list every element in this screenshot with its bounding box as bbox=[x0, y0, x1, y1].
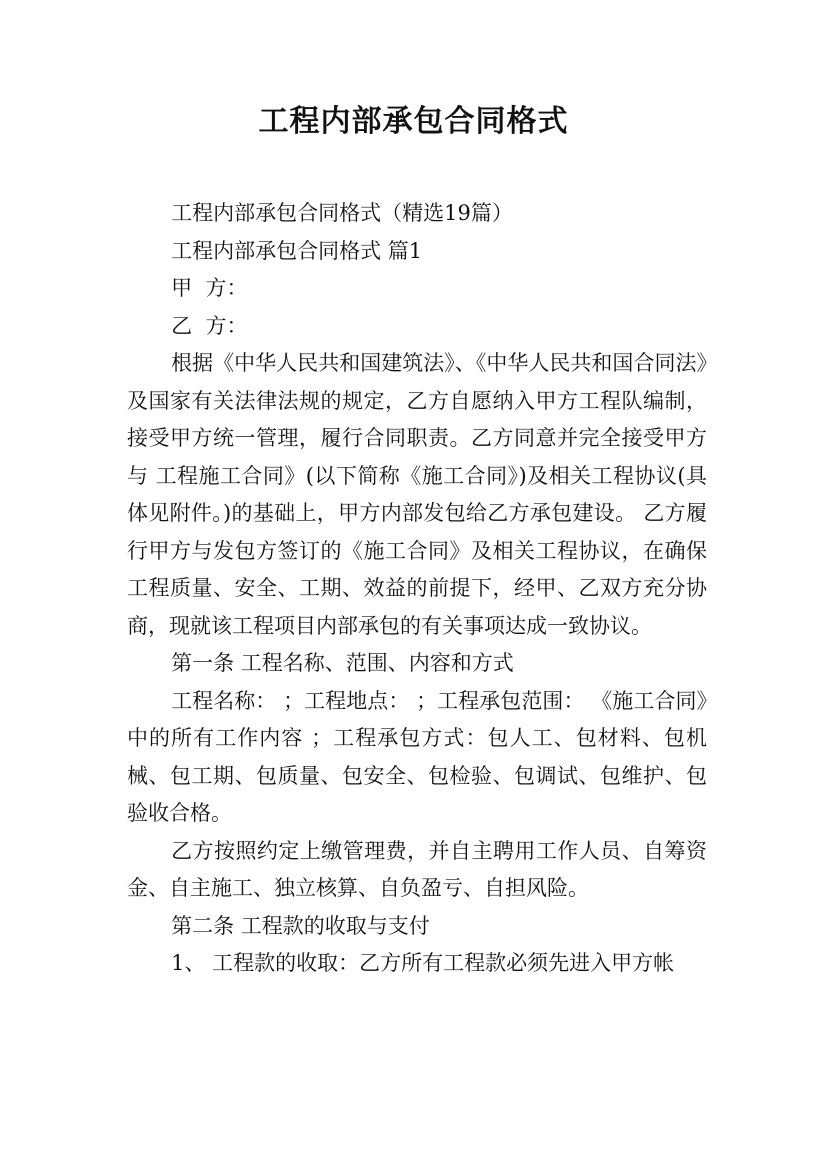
paragraph-section-heading: 工程内部承包合同格式 篇1 bbox=[171, 238, 423, 263]
paragraph-article-1-management: 乙方按照约定上缴管理费，并自主聘用工作人员、自筹资金、自主施工、独立核算、自负盈亏、自担风险。 bbox=[127, 838, 707, 900]
paragraph-article-2-item-1: 1、 工程款的收取：乙方所有工程款必须先进入甲方帐 bbox=[171, 951, 675, 975]
paragraph-preamble: 根据《中华人民共和国建筑法》、《中华人民共和国合同法》及国家有关法律法规的规定，乙方自愿纳入甲方工程队编制，接受甲方统一管理，履行合同职责。乙方同意并完全接受甲方与 工程施工合同》(以下简称《施工合同》)及相关工程协议(具体见附件。)的基础上，甲方内部发包给乙方承包建设。 乙方履行甲方与发包方签订的《施工合同》及相关工程协议，在确保工程质量、安全、工期、效益的前提下，经甲、乙双方充分协商，现就该工程项目内部承包的有关事项达成一致协议。 bbox=[127, 351, 707, 638]
paragraph-article-2-heading: 第二条 工程款的收取与支付 bbox=[171, 913, 430, 938]
document-title: 工程内部承包合同格式 bbox=[258, 104, 569, 139]
paragraph-party-a: 甲 方： bbox=[171, 276, 248, 300]
paragraph-party-b: 乙 方： bbox=[171, 313, 248, 338]
paragraph-article-1-heading: 第一条 工程名称、范围、内容和方式 bbox=[171, 651, 514, 675]
paragraph-subtitle: 工程内部承包合同格式（精选19篇） bbox=[171, 201, 513, 225]
paragraph-article-1-body: 工程名称： ；工程地点： ；工程承包范围： 《施工合同》中的所有工作内容 ；工程承包方式：包人工、包材料、包机械、包工期、包质量、包安全、包检验、包调试、包维护、包验收合格。 bbox=[127, 688, 707, 825]
document-body bbox=[127, 195, 707, 983]
